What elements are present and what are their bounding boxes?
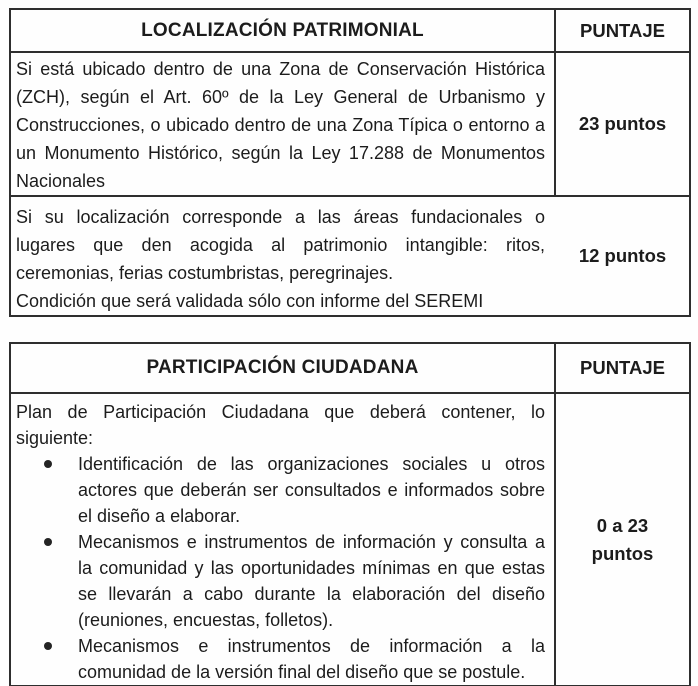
list-item [16,529,545,633]
score-cell [554,394,689,685]
table-row [11,51,689,195]
criteria-paragraph: Condición que será validada sólo con informe del SEREMI [16,291,484,311]
score-value: 12 puntos [578,245,667,266]
bullet-text: Identificación de las organizaciones sociales u otros actores que deberán ser consultados e informados sobre el diseño a elaborar. [78,454,545,526]
table-localizacion-patrimonial [9,8,691,317]
table-row [11,195,689,315]
score-value: puntos [591,542,654,564]
score-value: 23 puntos [578,113,667,134]
criteria-intro: Plan de Participación Ciudadana que deberá contener, lo siguiente: [16,402,545,448]
score-column-header: PUNTAJE [554,10,689,51]
criteria-cell [11,53,554,195]
score-value: 0 a 23 [596,514,649,536]
score-cell [554,197,689,315]
list-item [16,451,545,529]
bullet-icon [44,538,52,546]
bullet-text: Mecanismos e instrumentos de información y consulta a la comunidad y las oportunidades mínimas en que estas se llevarán a cabo durante la elaboración del diseño (reuniones, encuestas, folletos). [78,532,545,630]
criteria-cell [11,394,554,685]
bullet-icon [44,460,52,468]
criteria-paragraph: Si está ubicado dentro de una Zona de Conservación Histórica (ZCH), según el Art. 60º de la Ley General de Urbanismo y Construcciones, o ubicado dentro de una Zona Típica o entorno a un Monumento Histórico, según la Ley 17.288 de Monumentos Nacionales [16,59,545,191]
score-column-header: PUNTAJE [554,344,689,392]
table-title: LOCALIZACIÓN PATRIMONIAL [141,19,424,41]
bullet-text: Mecanismos e instrumentos de información a la comunidad de la versión final del diseño que se postule. [78,636,545,682]
bullet-icon [44,642,52,650]
table-participacion-ciudadana [9,342,691,686]
list-item [16,633,545,685]
table-title: PARTICIPACIÓN CIUDADANA [146,357,419,378]
criteria-bullet-list [16,451,545,685]
criteria-cell [11,197,554,315]
score-cell [554,53,689,195]
criteria-paragraph: Si su localización corresponde a las áreas fundacionales o lugares que den acogida al patrimonio intangible: ritos, ceremonias, ferias costumbristas, peregrinajes. [16,207,545,283]
table-header-row [11,10,689,51]
table-header-row [11,344,689,392]
table-row [11,392,689,685]
